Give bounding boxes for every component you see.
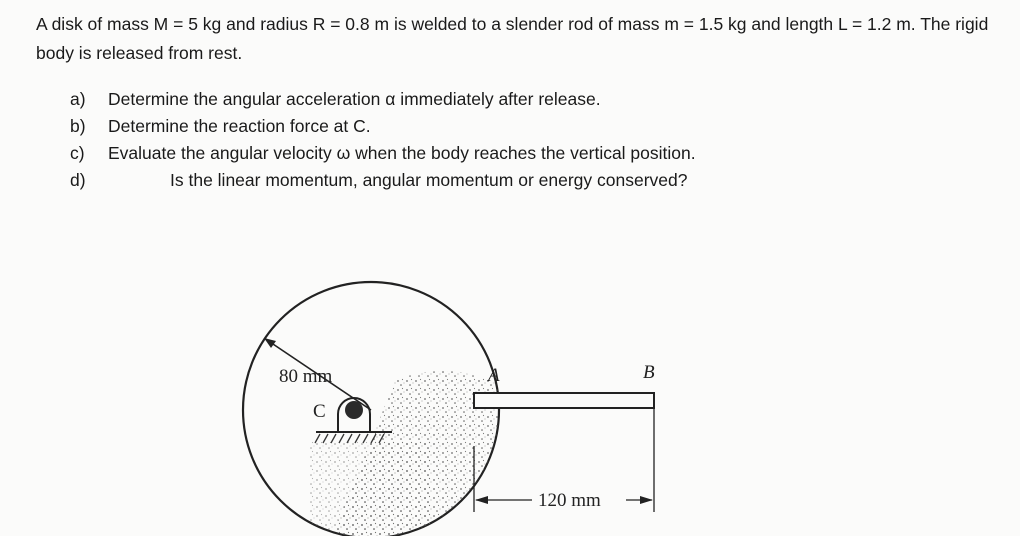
question-c-label: c) <box>70 143 85 163</box>
pivot-label: C <box>313 401 326 422</box>
question-c-text: Evaluate the angular velocity ω when the body reaches the vertical position. <box>108 143 696 163</box>
radius-arrowhead <box>264 338 276 348</box>
slender-rod <box>474 393 654 408</box>
point-b-label: B <box>643 362 655 383</box>
rod-length-label: 120 mm <box>538 490 601 511</box>
question-a-label: a) <box>70 89 86 109</box>
disk-shading <box>310 371 500 536</box>
question-d-label: d) <box>70 170 86 190</box>
dimension-arrow-left <box>475 496 488 504</box>
radius-label: 80 mm <box>279 366 333 387</box>
question-b-label: b) <box>70 116 86 136</box>
question-d-text: Is the linear momentum, angular momentum or energy conserved? <box>170 170 688 190</box>
dimension-arrow-right <box>640 496 653 504</box>
problem-statement: A disk of mass M = 5 kg and radius R = 0.8 m is welded to a slender rod of mass m = 1.5 kg and length L = 1.2 m. The rigid body is released from rest. <box>36 14 989 63</box>
point-a-label: A <box>488 365 500 386</box>
question-a-text: Determine the angular acceleration α immediately after release. <box>108 89 601 109</box>
question-b-text: Determine the reaction force at C. <box>108 116 371 136</box>
pivot-pin <box>345 401 363 419</box>
